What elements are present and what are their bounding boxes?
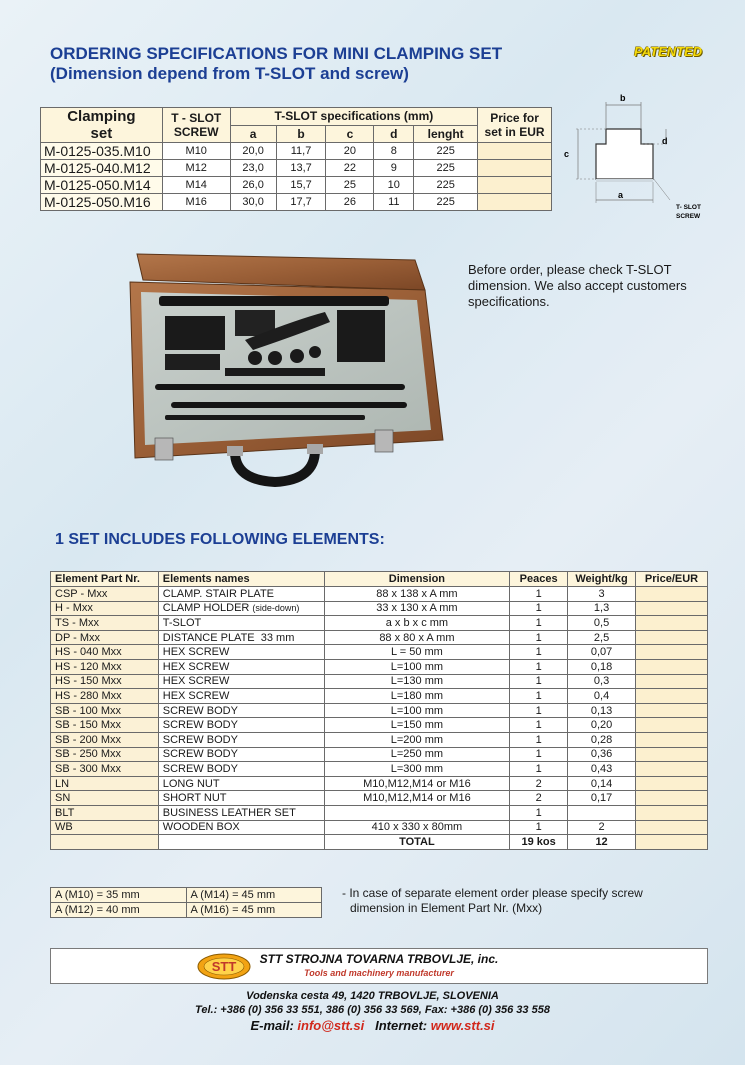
spec-cell-price — [478, 160, 552, 177]
company-tagline: Tools and machinery manufacturer — [304, 968, 454, 978]
element-dimension: L=250 mm — [324, 747, 510, 762]
patented-badge: PATENTED — [634, 44, 703, 59]
element-part-nr: WB — [51, 820, 159, 835]
title-block — [50, 44, 502, 84]
logo-text: STT — [211, 959, 237, 974]
spec-subheader: b — [276, 125, 326, 143]
spec-cell-length: 225 — [414, 194, 478, 211]
separate-order-note-line2: dimension in Element Part Nr. (Mxx) — [350, 901, 543, 915]
element-price[interactable] — [636, 718, 708, 733]
spec-row — [41, 160, 552, 177]
spec-cell-b: 11,7 — [276, 143, 326, 160]
element-weight: 0,36 — [568, 747, 636, 762]
element-dimension: L=130 mm — [324, 674, 510, 689]
spec-cell-d: 8 — [374, 143, 414, 160]
element-name: HEX SCREW — [162, 689, 230, 702]
spec-cell-price — [478, 143, 552, 160]
spec-header-price — [478, 108, 552, 143]
element-peaces: 1 — [510, 674, 568, 689]
element-name: WOODEN BOX — [162, 821, 240, 834]
elements-rows — [51, 587, 708, 835]
element-peaces: 1 — [510, 703, 568, 718]
element-part-nr: TS - Mxx — [51, 616, 159, 631]
spec-row — [41, 177, 552, 194]
element-dimension: L=150 mm — [324, 718, 510, 733]
element-name-cell — [158, 645, 324, 660]
element-name-cell — [158, 805, 324, 820]
element-name: HEX SCREW — [162, 675, 230, 688]
spec-subheader: c — [326, 125, 374, 143]
total-label: TOTAL — [324, 835, 510, 850]
spec-header-tslot-label: T - SLOT — [171, 111, 222, 125]
element-dimension: L=300 mm — [324, 762, 510, 777]
element-name: SCREW BODY — [162, 733, 238, 746]
element-peaces: 1 — [510, 762, 568, 777]
order-note: Before order, please check T-SLOT dimension. We also accept customers specifications. — [468, 262, 687, 309]
spec-cell-set: M-0125-050.M16 — [41, 194, 163, 211]
spec-cell-a: 30,0 — [230, 194, 276, 211]
total-peaces: 19 kos — [510, 835, 568, 850]
elements-table — [50, 571, 708, 850]
spec-cell-screw: M12 — [162, 160, 230, 177]
spec-header-price-2: set in EUR — [484, 125, 545, 139]
element-price[interactable] — [636, 762, 708, 777]
a-value-m14: A (M14) = 45 mm — [186, 888, 322, 903]
element-dimension: 410 x 330 x 80mm — [324, 820, 510, 835]
element-part-nr: SB - 250 Mxx — [51, 747, 159, 762]
element-name-cell — [158, 820, 324, 835]
element-dimension: L=180 mm — [324, 689, 510, 704]
spec-cell-c: 20 — [326, 143, 374, 160]
spec-header-clamping: Clamping — [67, 108, 136, 125]
element-name: SCREW BODY — [162, 704, 238, 717]
element-name-cell — [158, 674, 324, 689]
element-peaces: 2 — [510, 776, 568, 791]
element-dimension — [324, 805, 510, 820]
element-name: SCREW BODY — [162, 748, 238, 761]
element-weight: 2,5 — [568, 630, 636, 645]
element-weight: 2 — [568, 820, 636, 835]
spec-cell-d: 9 — [374, 160, 414, 177]
spec-table — [40, 107, 552, 211]
element-weight: 0,17 — [568, 791, 636, 806]
element-part-nr: SB - 200 Mxx — [51, 732, 159, 747]
wooden-box-photo — [125, 250, 450, 495]
element-name-cell — [158, 587, 324, 602]
element-dimension: a x b x c mm — [324, 616, 510, 631]
element-weight: 0,3 — [568, 674, 636, 689]
element-price[interactable] — [636, 820, 708, 835]
element-name-cell — [158, 747, 324, 762]
spec-rows — [41, 143, 552, 211]
total-weight: 12 — [568, 835, 636, 850]
spec-row — [41, 194, 552, 211]
company-name: STT STROJNA TOVARNA TRBOVLJE, inc. — [259, 952, 499, 966]
internet-label: Internet: — [364, 1018, 431, 1033]
element-weight: 0,14 — [568, 776, 636, 791]
element-part-nr: LN — [51, 776, 159, 791]
el-header-name: Elements names — [158, 572, 324, 587]
diagram-label-d: d — [662, 136, 668, 146]
element-name: DISTANCE PLATE 33 mm — [162, 631, 295, 644]
element-dimension: 88 x 80 x A mm — [324, 630, 510, 645]
element-peaces: 1 — [510, 689, 568, 704]
element-part-nr: BLT — [51, 805, 159, 820]
element-weight: 0,13 — [568, 703, 636, 718]
total-empty — [158, 835, 324, 850]
element-weight: 0,43 — [568, 762, 636, 777]
table-row — [51, 732, 708, 747]
element-name-cell — [158, 601, 324, 616]
spec-subheader: lenght — [414, 125, 478, 143]
spec-row — [41, 143, 552, 160]
element-price[interactable] — [636, 659, 708, 674]
element-name: CLAMP. STAIR PLATE — [162, 587, 275, 600]
separate-order-note-line1: - In case of separate element order please specify screw — [342, 886, 643, 900]
element-part-nr: SB - 100 Mxx — [51, 703, 159, 718]
element-part-nr: DP - Mxx — [51, 630, 159, 645]
spec-subheader: d — [374, 125, 414, 143]
element-part-nr: HS - 120 Mxx — [51, 659, 159, 674]
table-row — [51, 689, 708, 704]
element-part-nr: H - Mxx — [51, 601, 159, 616]
element-peaces: 1 — [510, 601, 568, 616]
spec-cell-d: 11 — [374, 194, 414, 211]
spec-subheader: a — [230, 125, 276, 143]
diagram-label-b: b — [620, 93, 626, 103]
table-row — [51, 659, 708, 674]
element-price[interactable] — [636, 776, 708, 791]
spec-cell-set: M-0125-035.M10 — [41, 143, 163, 160]
a-dimension-table — [50, 887, 322, 918]
element-price[interactable] — [636, 703, 708, 718]
element-peaces: 1 — [510, 805, 568, 820]
element-name-cell — [158, 703, 324, 718]
spec-cell-screw: M10 — [162, 143, 230, 160]
page-title: ORDERING SPECIFICATIONS FOR MINI CLAMPING SET — [50, 44, 503, 63]
el-header-peaces: Peaces — [510, 572, 568, 587]
spec-cell-c: 22 — [326, 160, 374, 177]
email-link[interactable]: info@stt.si — [297, 1018, 365, 1033]
spec-cell-a: 26,0 — [230, 177, 276, 194]
spec-cell-length: 225 — [414, 160, 478, 177]
element-peaces: 1 — [510, 616, 568, 631]
el-header-part: Element Part Nr. — [51, 572, 159, 587]
element-peaces: 1 — [510, 659, 568, 674]
spec-header-tslot — [162, 108, 230, 143]
element-part-nr: HS - 040 Mxx — [51, 645, 159, 660]
table-row — [51, 718, 708, 733]
element-price[interactable] — [636, 689, 708, 704]
element-price[interactable] — [636, 630, 708, 645]
spec-cell-price — [478, 177, 552, 194]
diagram-label-c: c — [564, 149, 570, 159]
element-weight: 0,28 — [568, 732, 636, 747]
element-name-note: (side-down) — [252, 603, 300, 614]
company-address: Vodenska cesta 49, 1420 TRBOVLJE, SLOVENIA — [246, 990, 499, 1002]
spec-cell-a: 23,0 — [230, 160, 276, 177]
table-row — [51, 747, 708, 762]
spec-cell-screw: M16 — [162, 194, 230, 211]
element-part-nr: CSP - Mxx — [51, 587, 159, 602]
element-name: SCREW BODY — [162, 719, 238, 732]
element-peaces: 1 — [510, 747, 568, 762]
element-price[interactable] — [636, 732, 708, 747]
spec-cell-set: M-0125-050.M14 — [41, 177, 163, 194]
element-price[interactable] — [636, 616, 708, 631]
element-part-nr: SB - 300 Mxx — [51, 762, 159, 777]
table-row — [51, 674, 708, 689]
element-weight — [568, 805, 636, 820]
element-name-cell — [158, 791, 324, 806]
spec-header-set-label: set — [90, 125, 113, 142]
element-dimension: M10,M12,M14 or M16 — [324, 776, 510, 791]
footer-box — [50, 948, 708, 984]
element-weight: 0,07 — [568, 645, 636, 660]
diagram-label-screw: SCREW — [676, 213, 701, 220]
element-price[interactable] — [636, 645, 708, 660]
element-name-cell — [158, 776, 324, 791]
internet-link[interactable]: www.stt.si — [430, 1018, 495, 1033]
table-row — [51, 776, 708, 791]
table-row — [51, 762, 708, 777]
element-part-nr: HS - 280 Mxx — [51, 689, 159, 704]
total-row — [51, 835, 708, 850]
table-row — [51, 616, 708, 631]
element-price[interactable] — [636, 601, 708, 616]
spec-cell-b: 13,7 — [276, 160, 326, 177]
element-part-nr: SN — [51, 791, 159, 806]
spec-header-price-1: Price for — [490, 111, 539, 125]
element-name: BUSINESS LEATHER SET — [162, 806, 296, 819]
email-label: E-mail: — [250, 1018, 298, 1033]
element-weight: 1,3 — [568, 601, 636, 616]
element-dimension: 33 x 130 x A mm — [324, 601, 510, 616]
el-header-dimension: Dimension — [324, 572, 510, 587]
element-name-cell — [158, 689, 324, 704]
spec-cell-b: 17,7 — [276, 194, 326, 211]
table-row — [51, 820, 708, 835]
diagram-label-a: a — [618, 190, 624, 200]
element-weight: 0,20 — [568, 718, 636, 733]
company-contacts — [0, 1018, 745, 1033]
spec-header-set — [41, 108, 163, 143]
spec-cell-length: 225 — [414, 143, 478, 160]
spec-header-specs: T-SLOT specifications (mm) — [230, 108, 477, 126]
spec-cell-set: M-0125-040.M12 — [41, 160, 163, 177]
diagram-label-tslot: T- SLOT — [676, 204, 701, 211]
spec-cell-screw: M14 — [162, 177, 230, 194]
element-name: T-SLOT — [162, 616, 202, 629]
el-header-weight: Weight/kg — [568, 572, 636, 587]
element-name: CLAMP HOLDER — [162, 602, 253, 615]
table-row — [51, 601, 708, 616]
element-price[interactable] — [636, 587, 708, 602]
total-empty — [51, 835, 159, 850]
element-part-nr: HS - 150 Mxx — [51, 674, 159, 689]
spec-cell-price — [478, 194, 552, 211]
element-peaces: 2 — [510, 791, 568, 806]
element-price[interactable] — [636, 674, 708, 689]
element-weight: 0,18 — [568, 659, 636, 674]
table-row — [51, 703, 708, 718]
element-name-cell — [158, 762, 324, 777]
table-row — [51, 805, 708, 820]
element-name-cell — [158, 732, 324, 747]
total-price — [636, 835, 708, 850]
spec-cell-length: 225 — [414, 177, 478, 194]
element-weight: 3 — [568, 587, 636, 602]
tslot-diagram — [558, 92, 708, 222]
spec-cell-c: 25 — [326, 177, 374, 194]
element-price[interactable] — [636, 747, 708, 762]
spec-header-screw-label: SCREW — [173, 125, 219, 139]
table-row — [51, 630, 708, 645]
element-name: LONG NUT — [162, 777, 220, 790]
element-dimension: M10,M12,M14 or M16 — [324, 791, 510, 806]
element-dimension: L=200 mm — [324, 732, 510, 747]
element-name: SHORT NUT — [162, 792, 227, 805]
element-name: HEX SCREW — [162, 646, 230, 659]
spec-cell-b: 15,7 — [276, 177, 326, 194]
element-part-nr: SB - 150 Mxx — [51, 718, 159, 733]
element-peaces: 1 — [510, 718, 568, 733]
spec-cell-c: 26 — [326, 194, 374, 211]
element-peaces: 1 — [510, 820, 568, 835]
a-value-m12: A (M12) = 40 mm — [51, 903, 187, 918]
page-subtitle: (Dimension depend from T-SLOT and screw) — [50, 64, 409, 83]
element-price[interactable] — [636, 791, 708, 806]
a-value-m10: A (M10) = 35 mm — [51, 888, 187, 903]
element-name-cell — [158, 659, 324, 674]
company-phones: Tel.: +386 (0) 356 33 551, 386 (0) 356 33 569, Fax: +386 (0) 356 33 558 — [195, 1004, 550, 1016]
element-dimension: L = 50 mm — [324, 645, 510, 660]
element-peaces: 1 — [510, 645, 568, 660]
element-dimension: L=100 mm — [324, 659, 510, 674]
element-peaces: 1 — [510, 630, 568, 645]
element-dimension: L=100 mm — [324, 703, 510, 718]
elements-section-title: 1 SET INCLUDES FOLLOWING ELEMENTS: — [55, 531, 385, 548]
element-name-cell — [158, 630, 324, 645]
element-peaces: 1 — [510, 587, 568, 602]
element-name: SCREW BODY — [162, 762, 238, 775]
table-row — [51, 791, 708, 806]
spec-cell-a: 20,0 — [230, 143, 276, 160]
separate-order-note — [342, 886, 643, 916]
element-name-cell — [158, 718, 324, 733]
table-row — [51, 645, 708, 660]
element-peaces: 1 — [510, 732, 568, 747]
element-name-cell — [158, 616, 324, 631]
element-dimension: 88 x 138 x A mm — [324, 587, 510, 602]
a-value-m16: A (M16) = 45 mm — [186, 903, 322, 918]
spec-cell-d: 10 — [374, 177, 414, 194]
element-weight: 0,5 — [568, 616, 636, 631]
el-header-price: Price/EUR — [636, 572, 708, 587]
element-weight: 0,4 — [568, 689, 636, 704]
element-price[interactable] — [636, 805, 708, 820]
element-name: HEX SCREW — [162, 660, 230, 673]
table-row — [51, 587, 708, 602]
